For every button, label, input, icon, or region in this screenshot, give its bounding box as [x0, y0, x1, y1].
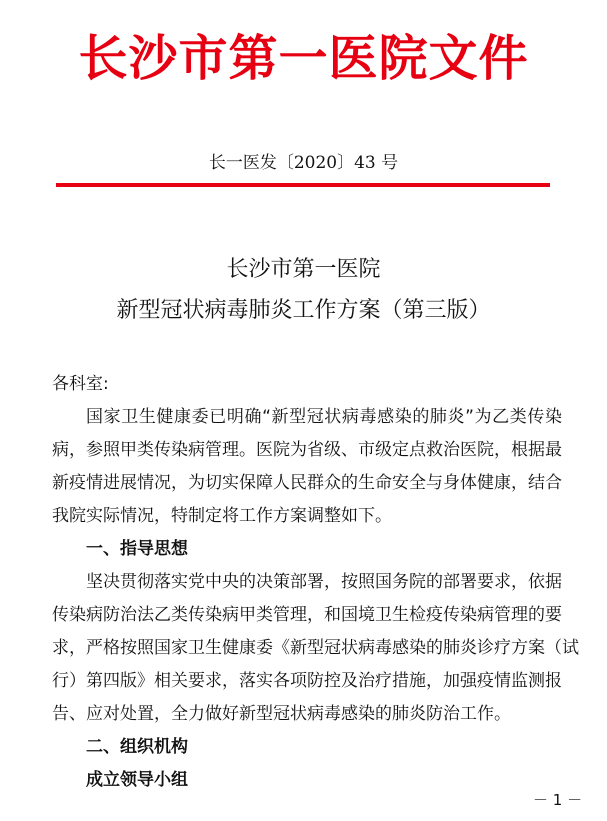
intro-line-1: 国家卫生健康委已明确“新型冠状病毒感染的肺炎”为乙类传染	[86, 407, 562, 427]
section-1-heading: 一、指导思想	[86, 539, 188, 559]
page-number: － 1 －	[533, 791, 583, 809]
document-title-line-2: 新型冠状病毒肺炎工作方案（第三版）	[116, 298, 491, 323]
intro-line-3: 新疫情进展情况，为切实保障人民群众的生命安全与身体健康，结合	[52, 473, 562, 493]
salutation: 各科室:	[52, 374, 109, 394]
section-1-line-2: 传染病防治法乙类传染病甲类管理，和国境卫生检疫传染病管理的要	[52, 605, 562, 625]
document-title-line-1: 长沙市第一医院	[226, 257, 381, 282]
section-1-line-5: 告、应对处置，全力做好新型冠状病毒感染的肺炎防治工作。	[52, 704, 511, 724]
section-1-line-3: 求，严格按照国家卫生健康委《新型冠状病毒感染的肺炎诊疗方案（试	[52, 638, 579, 658]
section-2-heading: 二、组织机构	[86, 737, 188, 757]
header-divider	[56, 183, 550, 187]
subsection-heading: 成立领导小组	[86, 770, 188, 790]
intro-line-2: 病，参照甲类传染病管理。医院为省级、市级定点救治医院，根据最	[52, 440, 562, 460]
section-1-line-4: 行）第四版》相关要求，落实各项防控及治疗措施，加强疫情监测报	[52, 671, 562, 691]
intro-line-4: 我院实际情况，特制定将工作方案调整如下。	[52, 506, 392, 526]
document-header-title: 长沙市第一医院文件	[78, 29, 529, 87]
section-1-line-1: 坚决贯彻落实党中央的决策部署，按照国务院的部署要求，依据	[86, 572, 562, 592]
document-number: 长一医发〔2020〕43 号	[208, 153, 399, 173]
